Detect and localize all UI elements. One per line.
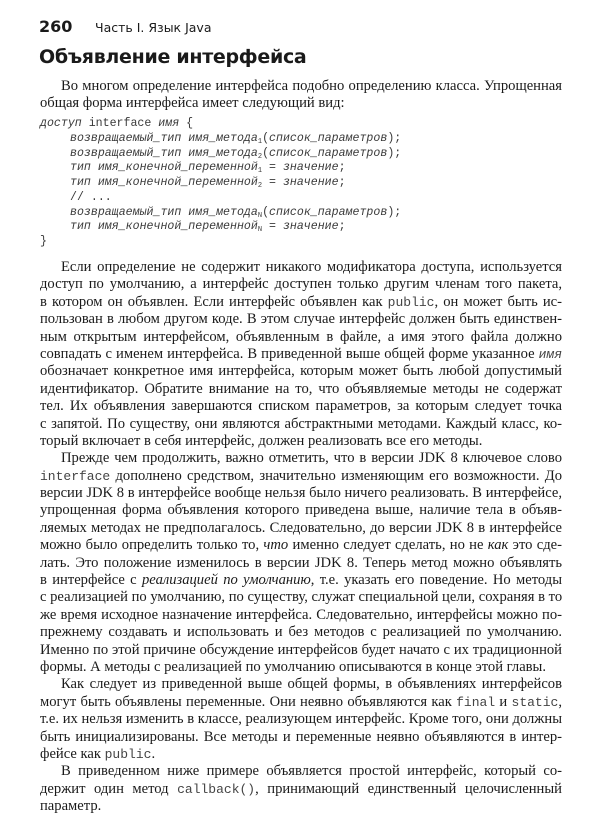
emphasis: доступ	[40, 117, 82, 130]
emphasis: значение	[282, 220, 339, 234]
inline-code: interface	[40, 468, 111, 484]
emphasis: значение	[282, 176, 339, 189]
emphasis: список_параметров	[269, 146, 388, 160]
text-line	[40, 433, 562, 450]
page-number: 260	[39, 17, 73, 36]
text-run: ;	[338, 161, 346, 175]
emphasis: тип имя_конечной_переменной	[70, 161, 258, 175]
text-run: }	[40, 235, 47, 248]
text-run: ;	[338, 220, 346, 234]
text-line	[40, 363, 562, 380]
emphasis: значение	[282, 161, 339, 175]
text-run: Как следует из приведенной выше общей формы, в объявлениях интерфейсов	[61, 676, 562, 693]
text-line	[40, 520, 562, 537]
subscript: N	[257, 211, 263, 220]
section-title: Объявление интерфейса	[39, 46, 307, 68]
subscript: 1	[257, 137, 263, 146]
text-run: обозначает конкретное имя интерфейса, которым может быть любой допустимый	[40, 363, 562, 380]
text-run: быть инициализированы. Все методы и переменные неявно объявляются в интер-	[40, 728, 562, 745]
emphasis: тип имя_конечной_переменной	[70, 220, 258, 234]
running-title: Часть I. Язык Java	[95, 20, 212, 35]
text-run: );	[387, 131, 402, 145]
text-run: Во многом определение интерфейса подобно определению класса. Упрощенная	[61, 78, 562, 94]
text-run: .	[151, 745, 156, 762]
text-run: , т.е. указать его поведение. Но методы	[310, 572, 563, 589]
text-line	[40, 537, 562, 554]
text-run: в интерфейсе с	[40, 572, 142, 589]
text-run: идентификатор. Обратите внимание на то, что объявляемые методы не содержат	[40, 380, 562, 397]
code-line	[40, 161, 401, 176]
text-line	[40, 450, 562, 467]
text-line	[40, 572, 562, 589]
inline-code: public	[104, 746, 152, 762]
emphasis: возвращаемый_тип имя_метода	[70, 205, 258, 219]
text-run: именно следует сделать, но не	[288, 537, 488, 554]
text-line	[40, 329, 562, 346]
code-line	[40, 220, 401, 235]
text-line	[40, 746, 562, 763]
text-run: т.е. их нельзя изменить в классе, реализующем интерфейс. Кроме того, они должны	[40, 711, 562, 728]
inline-code: final	[456, 694, 496, 710]
text-run: совпадать с именем интерфейса. В приведенной выше общей форме указанное	[40, 345, 539, 362]
text-line	[40, 485, 562, 502]
text-run: (	[262, 146, 270, 160]
paragraph	[40, 676, 562, 763]
text-run: =	[262, 176, 283, 189]
text-run: прежнему создавать и использовать и без методов с реализацией по умолчанию.	[40, 624, 562, 641]
text-line	[40, 607, 562, 624]
subscript: N	[257, 226, 263, 235]
text-run: общая форма интерфейса имеет следующий вид:	[40, 95, 345, 112]
text-run: же время исходное назначение интерфейса. Следовательно, интерфейсы можно по-	[40, 606, 562, 623]
text-line	[40, 346, 562, 363]
code-line	[40, 235, 401, 250]
text-run: В приведенном ниже примере объявляется простой интерфейс, который со-	[61, 763, 562, 780]
text-line	[40, 95, 562, 112]
text-line	[40, 555, 562, 572]
text-run: держит один метод	[40, 780, 178, 797]
text-line	[40, 589, 562, 606]
text-line	[40, 259, 562, 276]
text-run: ным открытым интерфейсом, объявленным в файле, а имя этого файла должно	[40, 328, 562, 345]
text-run: это сде-	[508, 537, 562, 554]
body-text	[40, 259, 562, 816]
emphasis: тип имя_конечной_переменной	[70, 176, 258, 189]
text-line	[40, 311, 562, 328]
text-line	[40, 711, 562, 728]
subscript: 2	[257, 182, 263, 190]
text-line	[40, 642, 562, 659]
text-run: interface	[81, 117, 159, 130]
emphasis: возвращаемый_тип имя_метода	[70, 131, 258, 145]
text-line	[40, 729, 562, 746]
subscript: 2	[257, 152, 263, 161]
emphasis: возвращаемый_тип имя_метода	[70, 146, 258, 160]
text-run: );	[387, 205, 402, 219]
text-line	[40, 468, 562, 485]
intro-paragraph	[40, 78, 562, 113]
text-run: упрощенная форма объявления которого приведена выше, наличие тела в объяв-	[40, 502, 562, 519]
text-line	[40, 659, 562, 676]
text-line	[40, 798, 562, 815]
text-run: лать. Это положение изменилось в версии JDK 8. Теперь метод можно объявлять	[40, 554, 562, 571]
inline-code: static	[511, 694, 559, 710]
emphasis: список_параметров	[269, 131, 388, 145]
text-run: можно было определить только то,	[40, 537, 264, 554]
code-line	[40, 132, 401, 147]
code-line	[40, 117, 401, 132]
text-run: , принимающий единственный целочисленный	[255, 780, 562, 797]
text-run: Если определение не содержит никакого модификатора доступа, используется	[61, 259, 562, 275]
text-run: {	[179, 117, 194, 130]
text-run: =	[262, 220, 283, 234]
subscript: 1	[257, 167, 263, 176]
text-line	[40, 398, 562, 415]
text-line	[40, 694, 562, 711]
text-line	[40, 502, 562, 519]
text-line	[40, 294, 562, 311]
text-run: );	[387, 146, 402, 160]
text-run: Прежде чем продолжить, важно отметить, что в версии JDK 8 ключевое слово	[61, 450, 562, 467]
text-line	[40, 763, 562, 780]
emphasis: как	[487, 537, 509, 554]
text-run: версии JDK 8 в интерфейсе вообще нельзя было ничего реализовать. В интерфейсе,	[40, 485, 562, 502]
inline-code: public	[387, 294, 435, 310]
paragraph	[40, 259, 562, 450]
text-run: с реализацией по умолчанию, по существу, служат специальной цели, сохраняя в то	[40, 589, 563, 606]
text-run: фейсе как	[40, 745, 105, 762]
text-run: могут быть объявлены переменные. Они неявно объявляются как	[40, 693, 457, 710]
inline-code: имя	[538, 346, 562, 362]
emphasis: список_параметров	[269, 205, 388, 219]
running-header	[39, 17, 212, 36]
text-run: Именно по этой причине обсуждение интерфейсов будет начато с их традиционной	[40, 641, 562, 658]
text-run: тел. Их объявления завершаются списком параметров, за которым следует точка	[40, 398, 562, 415]
text-line	[40, 781, 562, 798]
text-run: доступ по умолчанию, а интерфейс доступен только другим членам того пакета,	[40, 276, 562, 293]
text-run: ;	[338, 176, 346, 189]
text-run: дополнено средством, значительно изменяющим его возможности. До	[110, 467, 562, 484]
text-run: (	[262, 131, 270, 145]
text-run: в котором он объявлен. Если интерфейс объявлен как	[40, 293, 388, 310]
text-line	[40, 676, 562, 693]
code-line	[40, 176, 401, 191]
text-run: торый включает в себя интерфейс, должен реализовать все его методы.	[40, 432, 483, 449]
text-run: =	[262, 161, 283, 175]
text-run: ,	[558, 693, 562, 710]
text-run: и	[495, 693, 512, 710]
text-run: пользован в любом другом коде. В этом случае интерфейс должен быть единствен-	[40, 311, 562, 328]
emphasis: реализацией по умолчанию	[141, 572, 311, 589]
paragraph	[40, 78, 562, 113]
emphasis: имя	[158, 117, 180, 130]
text-run: // ...	[70, 190, 112, 204]
text-run: (	[262, 205, 270, 219]
paragraph	[40, 763, 562, 815]
code-block	[40, 117, 401, 250]
text-line	[40, 276, 562, 293]
code-line	[40, 147, 401, 162]
text-run: , он может быть ис-	[434, 293, 562, 310]
text-run: формы. А методы с реализацией по умолчанию описываются в конце этой главы.	[40, 658, 547, 675]
text-run: с запятой. По существу, они являются абстрактными методами. Каждый класс, ко-	[40, 415, 562, 432]
text-line	[40, 624, 562, 641]
emphasis: что	[263, 537, 289, 554]
text-line	[40, 381, 562, 398]
inline-code: callback()	[177, 781, 256, 797]
code-line	[40, 191, 401, 206]
text-line	[40, 416, 562, 433]
code-line	[40, 206, 401, 221]
paragraph	[40, 450, 562, 676]
text-line	[40, 78, 562, 95]
text-run: ляемых методах не предполагалось. Следовательно, до версии JDK 8 в интерфейсе	[40, 519, 562, 536]
text-run: параметр.	[40, 798, 102, 815]
